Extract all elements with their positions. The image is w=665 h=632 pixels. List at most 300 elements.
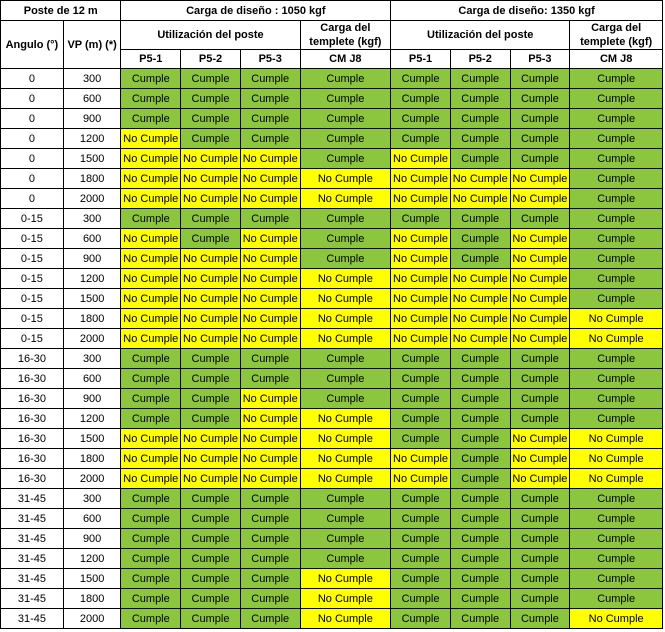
status-no-cumple-cell: No Cumple: [240, 149, 300, 169]
status-no-cumple-cell: No Cumple: [121, 289, 181, 309]
status-no-cumple-cell: No Cumple: [510, 249, 570, 269]
status-cumple-cell: Cumple: [510, 109, 570, 129]
angle-cell: 31-45: [1, 489, 64, 509]
vp-cell: 900: [63, 389, 121, 409]
status-cumple-cell: Cumple: [450, 229, 510, 249]
status-cumple-cell: Cumple: [510, 129, 570, 149]
status-cumple-cell: Cumple: [391, 489, 451, 509]
status-cumple-cell: Cumple: [450, 509, 510, 529]
vp-cell: 900: [63, 529, 121, 549]
status-cumple-cell: Cumple: [570, 269, 663, 289]
status-no-cumple-cell: No Cumple: [240, 169, 300, 189]
status-cumple-cell: Cumple: [240, 569, 300, 589]
group2-utilization-header: Utilización del poste: [391, 21, 570, 50]
status-no-cumple-cell: No Cumple: [181, 169, 241, 189]
status-no-cumple-cell: No Cumple: [450, 329, 510, 349]
status-cumple-cell: Cumple: [570, 569, 663, 589]
status-no-cumple-cell: No Cumple: [240, 269, 300, 289]
status-no-cumple-cell: No Cumple: [121, 249, 181, 269]
status-no-cumple-cell: No Cumple: [570, 609, 663, 629]
vp-cell: 300: [63, 69, 121, 89]
status-cumple-cell: Cumple: [300, 389, 391, 409]
status-no-cumple-cell: No Cumple: [181, 289, 241, 309]
status-cumple-cell: Cumple: [510, 349, 570, 369]
vp-cell: 1200: [63, 409, 121, 429]
status-cumple-cell: Cumple: [570, 149, 663, 169]
status-no-cumple-cell: No Cumple: [510, 329, 570, 349]
group2-col-p5-2: P5-2: [450, 50, 510, 69]
status-cumple-cell: Cumple: [300, 209, 391, 229]
status-cumple-cell: Cumple: [450, 609, 510, 629]
status-cumple-cell: Cumple: [450, 209, 510, 229]
status-cumple-cell: Cumple: [450, 69, 510, 89]
status-cumple-cell: Cumple: [240, 589, 300, 609]
angle-cell: 31-45: [1, 549, 64, 569]
status-cumple-cell: Cumple: [510, 489, 570, 509]
status-cumple-cell: Cumple: [181, 69, 241, 89]
status-no-cumple-cell: No Cumple: [570, 429, 663, 449]
status-cumple-cell: Cumple: [181, 489, 241, 509]
status-cumple-cell: Cumple: [121, 389, 181, 409]
status-no-cumple-cell: No Cumple: [181, 149, 241, 169]
status-cumple-cell: Cumple: [450, 569, 510, 589]
table-row: [1, 349, 663, 369]
status-no-cumple-cell: No Cumple: [391, 169, 451, 189]
status-no-cumple-cell: No Cumple: [240, 229, 300, 249]
table-row: [1, 69, 663, 89]
status-cumple-cell: Cumple: [181, 349, 241, 369]
table-row: [1, 109, 663, 129]
angle-cell: 16-30: [1, 449, 64, 469]
status-no-cumple-cell: No Cumple: [181, 429, 241, 449]
group2-col-cm-j8: CM J8: [570, 50, 663, 69]
group2-templete-header: Carga del templete (kgf): [570, 21, 663, 50]
angle-cell: 31-45: [1, 509, 64, 529]
vp-cell: 300: [63, 349, 121, 369]
vp-cell: 300: [63, 209, 121, 229]
status-cumple-cell: Cumple: [450, 89, 510, 109]
vp-cell: 900: [63, 249, 121, 269]
table-body: [1, 69, 663, 629]
status-cumple-cell: Cumple: [570, 369, 663, 389]
status-no-cumple-cell: No Cumple: [570, 309, 663, 329]
vp-cell: 1800: [63, 169, 121, 189]
status-cumple-cell: Cumple: [240, 549, 300, 569]
group1-utilization-header: Utilización del poste: [121, 21, 300, 50]
status-cumple-cell: Cumple: [181, 529, 241, 549]
status-no-cumple-cell: No Cumple: [510, 289, 570, 309]
status-cumple-cell: Cumple: [391, 609, 451, 629]
vp-cell: 1500: [63, 429, 121, 449]
status-no-cumple-cell: No Cumple: [240, 329, 300, 349]
status-no-cumple-cell: No Cumple: [300, 469, 391, 489]
status-cumple-cell: Cumple: [450, 549, 510, 569]
vp-cell: 1200: [63, 269, 121, 289]
vp-cell: 2000: [63, 609, 121, 629]
angle-cell: 0-15: [1, 229, 64, 249]
vp-cell: 1800: [63, 449, 121, 469]
status-cumple-cell: Cumple: [570, 389, 663, 409]
status-cumple-cell: Cumple: [510, 149, 570, 169]
status-cumple-cell: Cumple: [181, 509, 241, 529]
status-cumple-cell: Cumple: [450, 349, 510, 369]
table-row: [1, 389, 663, 409]
status-cumple-cell: Cumple: [391, 429, 451, 449]
status-cumple-cell: Cumple: [240, 369, 300, 389]
angle-cell: 0: [1, 169, 64, 189]
table-row: [1, 429, 663, 449]
status-cumple-cell: Cumple: [121, 69, 181, 89]
status-cumple-cell: Cumple: [181, 409, 241, 429]
status-cumple-cell: Cumple: [450, 409, 510, 429]
angle-cell: 0-15: [1, 249, 64, 269]
status-cumple-cell: Cumple: [121, 609, 181, 629]
status-no-cumple-cell: No Cumple: [510, 469, 570, 489]
status-cumple-cell: Cumple: [391, 369, 451, 389]
status-cumple-cell: Cumple: [121, 569, 181, 589]
status-cumple-cell: Cumple: [391, 509, 451, 529]
group1-templete-header: Carga del templete (kgf): [300, 21, 391, 50]
status-cumple-cell: Cumple: [240, 529, 300, 549]
status-no-cumple-cell: No Cumple: [391, 269, 451, 289]
vp-cell: 1500: [63, 289, 121, 309]
status-cumple-cell: Cumple: [570, 509, 663, 529]
status-no-cumple-cell: No Cumple: [240, 449, 300, 469]
status-cumple-cell: Cumple: [181, 109, 241, 129]
status-cumple-cell: Cumple: [300, 369, 391, 389]
group2-col-p5-1: P5-1: [391, 50, 451, 69]
status-cumple-cell: Cumple: [300, 69, 391, 89]
status-no-cumple-cell: No Cumple: [240, 429, 300, 449]
status-no-cumple-cell: No Cumple: [121, 129, 181, 149]
table-row: [1, 369, 663, 389]
status-cumple-cell: Cumple: [300, 89, 391, 109]
vp-cell: 1200: [63, 549, 121, 569]
vp-cell: 600: [63, 89, 121, 109]
group1-col-p5-2: P5-2: [181, 50, 241, 69]
table-row: [1, 509, 663, 529]
vp-cell: 2000: [63, 329, 121, 349]
status-cumple-cell: Cumple: [121, 89, 181, 109]
angle-cell: 16-30: [1, 389, 64, 409]
status-cumple-cell: Cumple: [450, 429, 510, 449]
status-cumple-cell: Cumple: [240, 509, 300, 529]
status-cumple-cell: Cumple: [570, 169, 663, 189]
status-cumple-cell: Cumple: [240, 349, 300, 369]
vp-cell: 600: [63, 509, 121, 529]
status-cumple-cell: Cumple: [181, 569, 241, 589]
angle-cell: 0: [1, 129, 64, 149]
status-no-cumple-cell: No Cumple: [121, 309, 181, 329]
status-cumple-cell: Cumple: [391, 69, 451, 89]
status-no-cumple-cell: No Cumple: [570, 449, 663, 469]
vp-cell: 1500: [63, 569, 121, 589]
vp-cell: 2000: [63, 189, 121, 209]
table-row: [1, 469, 663, 489]
status-no-cumple-cell: No Cumple: [121, 229, 181, 249]
vp-cell: 900: [63, 109, 121, 129]
angle-cell: 0: [1, 89, 64, 109]
status-cumple-cell: Cumple: [570, 549, 663, 569]
status-no-cumple-cell: No Cumple: [121, 189, 181, 209]
table-row: [1, 249, 663, 269]
status-cumple-cell: Cumple: [570, 409, 663, 429]
status-cumple-cell: Cumple: [181, 129, 241, 149]
vp-cell: 1800: [63, 309, 121, 329]
status-no-cumple-cell: No Cumple: [450, 309, 510, 329]
angle-cell: 31-45: [1, 609, 64, 629]
status-cumple-cell: Cumple: [450, 449, 510, 469]
status-cumple-cell: Cumple: [570, 209, 663, 229]
status-cumple-cell: Cumple: [450, 489, 510, 509]
status-cumple-cell: Cumple: [570, 489, 663, 509]
status-cumple-cell: Cumple: [300, 229, 391, 249]
table-row: [1, 169, 663, 189]
status-cumple-cell: Cumple: [570, 229, 663, 249]
status-cumple-cell: Cumple: [181, 229, 241, 249]
status-cumple-cell: Cumple: [450, 149, 510, 169]
status-no-cumple-cell: No Cumple: [391, 149, 451, 169]
group2-col-p5-3: P5-3: [510, 50, 570, 69]
status-no-cumple-cell: No Cumple: [510, 449, 570, 469]
status-no-cumple-cell: No Cumple: [450, 289, 510, 309]
status-cumple-cell: Cumple: [391, 349, 451, 369]
status-no-cumple-cell: No Cumple: [240, 189, 300, 209]
status-no-cumple-cell: No Cumple: [181, 449, 241, 469]
status-cumple-cell: Cumple: [450, 389, 510, 409]
table-row: [1, 289, 663, 309]
status-no-cumple-cell: No Cumple: [510, 429, 570, 449]
status-cumple-cell: Cumple: [181, 609, 241, 629]
status-no-cumple-cell: No Cumple: [121, 329, 181, 349]
status-cumple-cell: Cumple: [300, 249, 391, 269]
vp-cell: 1500: [63, 149, 121, 169]
vp-cell: 600: [63, 229, 121, 249]
status-cumple-cell: Cumple: [570, 589, 663, 609]
status-no-cumple-cell: No Cumple: [391, 309, 451, 329]
table-row: [1, 329, 663, 349]
status-cumple-cell: Cumple: [121, 489, 181, 509]
vp-cell: 1800: [63, 589, 121, 609]
status-cumple-cell: Cumple: [240, 129, 300, 149]
status-no-cumple-cell: No Cumple: [121, 449, 181, 469]
status-no-cumple-cell: No Cumple: [510, 269, 570, 289]
vp-cell: 300: [63, 489, 121, 509]
status-cumple-cell: Cumple: [121, 509, 181, 529]
angle-cell: 0-15: [1, 269, 64, 289]
angle-cell: 16-30: [1, 349, 64, 369]
angle-cell: 0: [1, 69, 64, 89]
status-cumple-cell: Cumple: [510, 369, 570, 389]
status-cumple-cell: Cumple: [300, 349, 391, 369]
group1-title: Carga de diseño : 1050 kgf: [121, 1, 391, 21]
status-cumple-cell: Cumple: [510, 549, 570, 569]
status-no-cumple-cell: No Cumple: [181, 329, 241, 349]
angle-cell: 16-30: [1, 429, 64, 449]
status-cumple-cell: Cumple: [300, 109, 391, 129]
status-cumple-cell: Cumple: [300, 149, 391, 169]
status-no-cumple-cell: No Cumple: [300, 569, 391, 589]
status-cumple-cell: Cumple: [570, 189, 663, 209]
vp-header: VP (m) (*): [63, 21, 121, 69]
status-cumple-cell: Cumple: [181, 389, 241, 409]
status-cumple-cell: Cumple: [391, 129, 451, 149]
status-cumple-cell: Cumple: [121, 529, 181, 549]
angle-cell: 31-45: [1, 529, 64, 549]
status-cumple-cell: Cumple: [510, 509, 570, 529]
status-cumple-cell: Cumple: [240, 489, 300, 509]
status-no-cumple-cell: No Cumple: [450, 189, 510, 209]
angle-header: Angulo (°): [1, 21, 64, 69]
status-cumple-cell: Cumple: [510, 569, 570, 589]
status-no-cumple-cell: No Cumple: [181, 309, 241, 329]
status-cumple-cell: Cumple: [121, 369, 181, 389]
status-no-cumple-cell: No Cumple: [300, 409, 391, 429]
status-cumple-cell: Cumple: [181, 369, 241, 389]
status-cumple-cell: Cumple: [121, 409, 181, 429]
status-cumple-cell: Cumple: [450, 529, 510, 549]
status-cumple-cell: Cumple: [450, 589, 510, 609]
status-cumple-cell: Cumple: [450, 369, 510, 389]
status-cumple-cell: Cumple: [391, 569, 451, 589]
status-cumple-cell: Cumple: [240, 69, 300, 89]
angle-cell: 0-15: [1, 309, 64, 329]
angle-cell: 0-15: [1, 329, 64, 349]
angle-cell: 16-30: [1, 409, 64, 429]
status-cumple-cell: Cumple: [570, 249, 663, 269]
status-no-cumple-cell: No Cumple: [300, 309, 391, 329]
status-cumple-cell: Cumple: [121, 589, 181, 609]
status-cumple-cell: Cumple: [300, 129, 391, 149]
group1-col-p5-3: P5-3: [240, 50, 300, 69]
status-cumple-cell: Cumple: [391, 529, 451, 549]
table-row: [1, 129, 663, 149]
status-cumple-cell: Cumple: [570, 129, 663, 149]
status-cumple-cell: Cumple: [240, 609, 300, 629]
status-cumple-cell: Cumple: [510, 89, 570, 109]
status-cumple-cell: Cumple: [240, 89, 300, 109]
table-row: [1, 589, 663, 609]
table-row: [1, 549, 663, 569]
status-cumple-cell: Cumple: [300, 489, 391, 509]
status-cumple-cell: Cumple: [570, 349, 663, 369]
status-cumple-cell: Cumple: [391, 389, 451, 409]
table-row: [1, 409, 663, 429]
status-cumple-cell: Cumple: [450, 109, 510, 129]
status-no-cumple-cell: No Cumple: [391, 249, 451, 269]
status-no-cumple-cell: No Cumple: [391, 329, 451, 349]
status-cumple-cell: Cumple: [510, 609, 570, 629]
status-cumple-cell: Cumple: [391, 589, 451, 609]
group1-col-cm-j8: CM J8: [300, 50, 391, 69]
status-cumple-cell: Cumple: [510, 209, 570, 229]
status-cumple-cell: Cumple: [240, 209, 300, 229]
angle-cell: 31-45: [1, 569, 64, 589]
table-row: [1, 89, 663, 109]
status-no-cumple-cell: No Cumple: [121, 169, 181, 189]
status-no-cumple-cell: No Cumple: [300, 589, 391, 609]
status-cumple-cell: Cumple: [300, 549, 391, 569]
table-row: [1, 229, 663, 249]
table-row: [1, 529, 663, 549]
status-cumple-cell: Cumple: [300, 529, 391, 549]
status-no-cumple-cell: No Cumple: [121, 429, 181, 449]
table-row: [1, 449, 663, 469]
status-no-cumple-cell: No Cumple: [300, 269, 391, 289]
status-cumple-cell: Cumple: [121, 109, 181, 129]
status-cumple-cell: Cumple: [510, 529, 570, 549]
vp-cell: 1200: [63, 129, 121, 149]
status-no-cumple-cell: No Cumple: [121, 149, 181, 169]
status-cumple-cell: Cumple: [391, 409, 451, 429]
status-cumple-cell: Cumple: [121, 349, 181, 369]
status-no-cumple-cell: No Cumple: [181, 269, 241, 289]
status-no-cumple-cell: No Cumple: [181, 249, 241, 269]
status-no-cumple-cell: No Cumple: [300, 289, 391, 309]
status-cumple-cell: Cumple: [181, 89, 241, 109]
table-row: [1, 309, 663, 329]
angle-cell: 0-15: [1, 209, 64, 229]
status-cumple-cell: Cumple: [121, 209, 181, 229]
status-no-cumple-cell: No Cumple: [510, 229, 570, 249]
table-row: [1, 189, 663, 209]
status-cumple-cell: Cumple: [240, 109, 300, 129]
vp-cell: 600: [63, 369, 121, 389]
status-cumple-cell: Cumple: [510, 409, 570, 429]
status-no-cumple-cell: No Cumple: [450, 169, 510, 189]
pole-header: Poste de 12 m: [1, 1, 121, 21]
status-cumple-cell: Cumple: [391, 549, 451, 569]
status-no-cumple-cell: No Cumple: [391, 229, 451, 249]
status-no-cumple-cell: No Cumple: [391, 189, 451, 209]
table-row: [1, 209, 663, 229]
angle-cell: 31-45: [1, 589, 64, 609]
status-cumple-cell: Cumple: [181, 589, 241, 609]
angle-cell: 0-15: [1, 289, 64, 309]
table-row: [1, 269, 663, 289]
group1-col-p5-1: P5-1: [121, 50, 181, 69]
angle-cell: 0: [1, 189, 64, 209]
status-no-cumple-cell: No Cumple: [450, 269, 510, 289]
angle-cell: 16-30: [1, 469, 64, 489]
status-cumple-cell: Cumple: [450, 469, 510, 489]
status-cumple-cell: Cumple: [570, 529, 663, 549]
table-row: [1, 569, 663, 589]
status-cumple-cell: Cumple: [181, 549, 241, 569]
table-row: [1, 149, 663, 169]
status-cumple-cell: Cumple: [391, 209, 451, 229]
status-no-cumple-cell: No Cumple: [181, 469, 241, 489]
status-no-cumple-cell: No Cumple: [240, 249, 300, 269]
status-cumple-cell: Cumple: [510, 389, 570, 409]
status-cumple-cell: Cumple: [300, 509, 391, 529]
table-row: [1, 489, 663, 509]
status-no-cumple-cell: No Cumple: [300, 329, 391, 349]
status-cumple-cell: Cumple: [570, 289, 663, 309]
status-cumple-cell: Cumple: [181, 209, 241, 229]
status-cumple-cell: Cumple: [510, 69, 570, 89]
status-no-cumple-cell: No Cumple: [300, 169, 391, 189]
status-no-cumple-cell: No Cumple: [510, 169, 570, 189]
status-no-cumple-cell: No Cumple: [300, 609, 391, 629]
status-cumple-cell: Cumple: [121, 549, 181, 569]
status-no-cumple-cell: No Cumple: [391, 449, 451, 469]
group2-title: Carga de diseño: 1350 kgf: [391, 1, 663, 21]
table-row: [1, 609, 663, 629]
angle-cell: 16-30: [1, 369, 64, 389]
status-no-cumple-cell: No Cumple: [570, 469, 663, 489]
angle-cell: 0: [1, 149, 64, 169]
